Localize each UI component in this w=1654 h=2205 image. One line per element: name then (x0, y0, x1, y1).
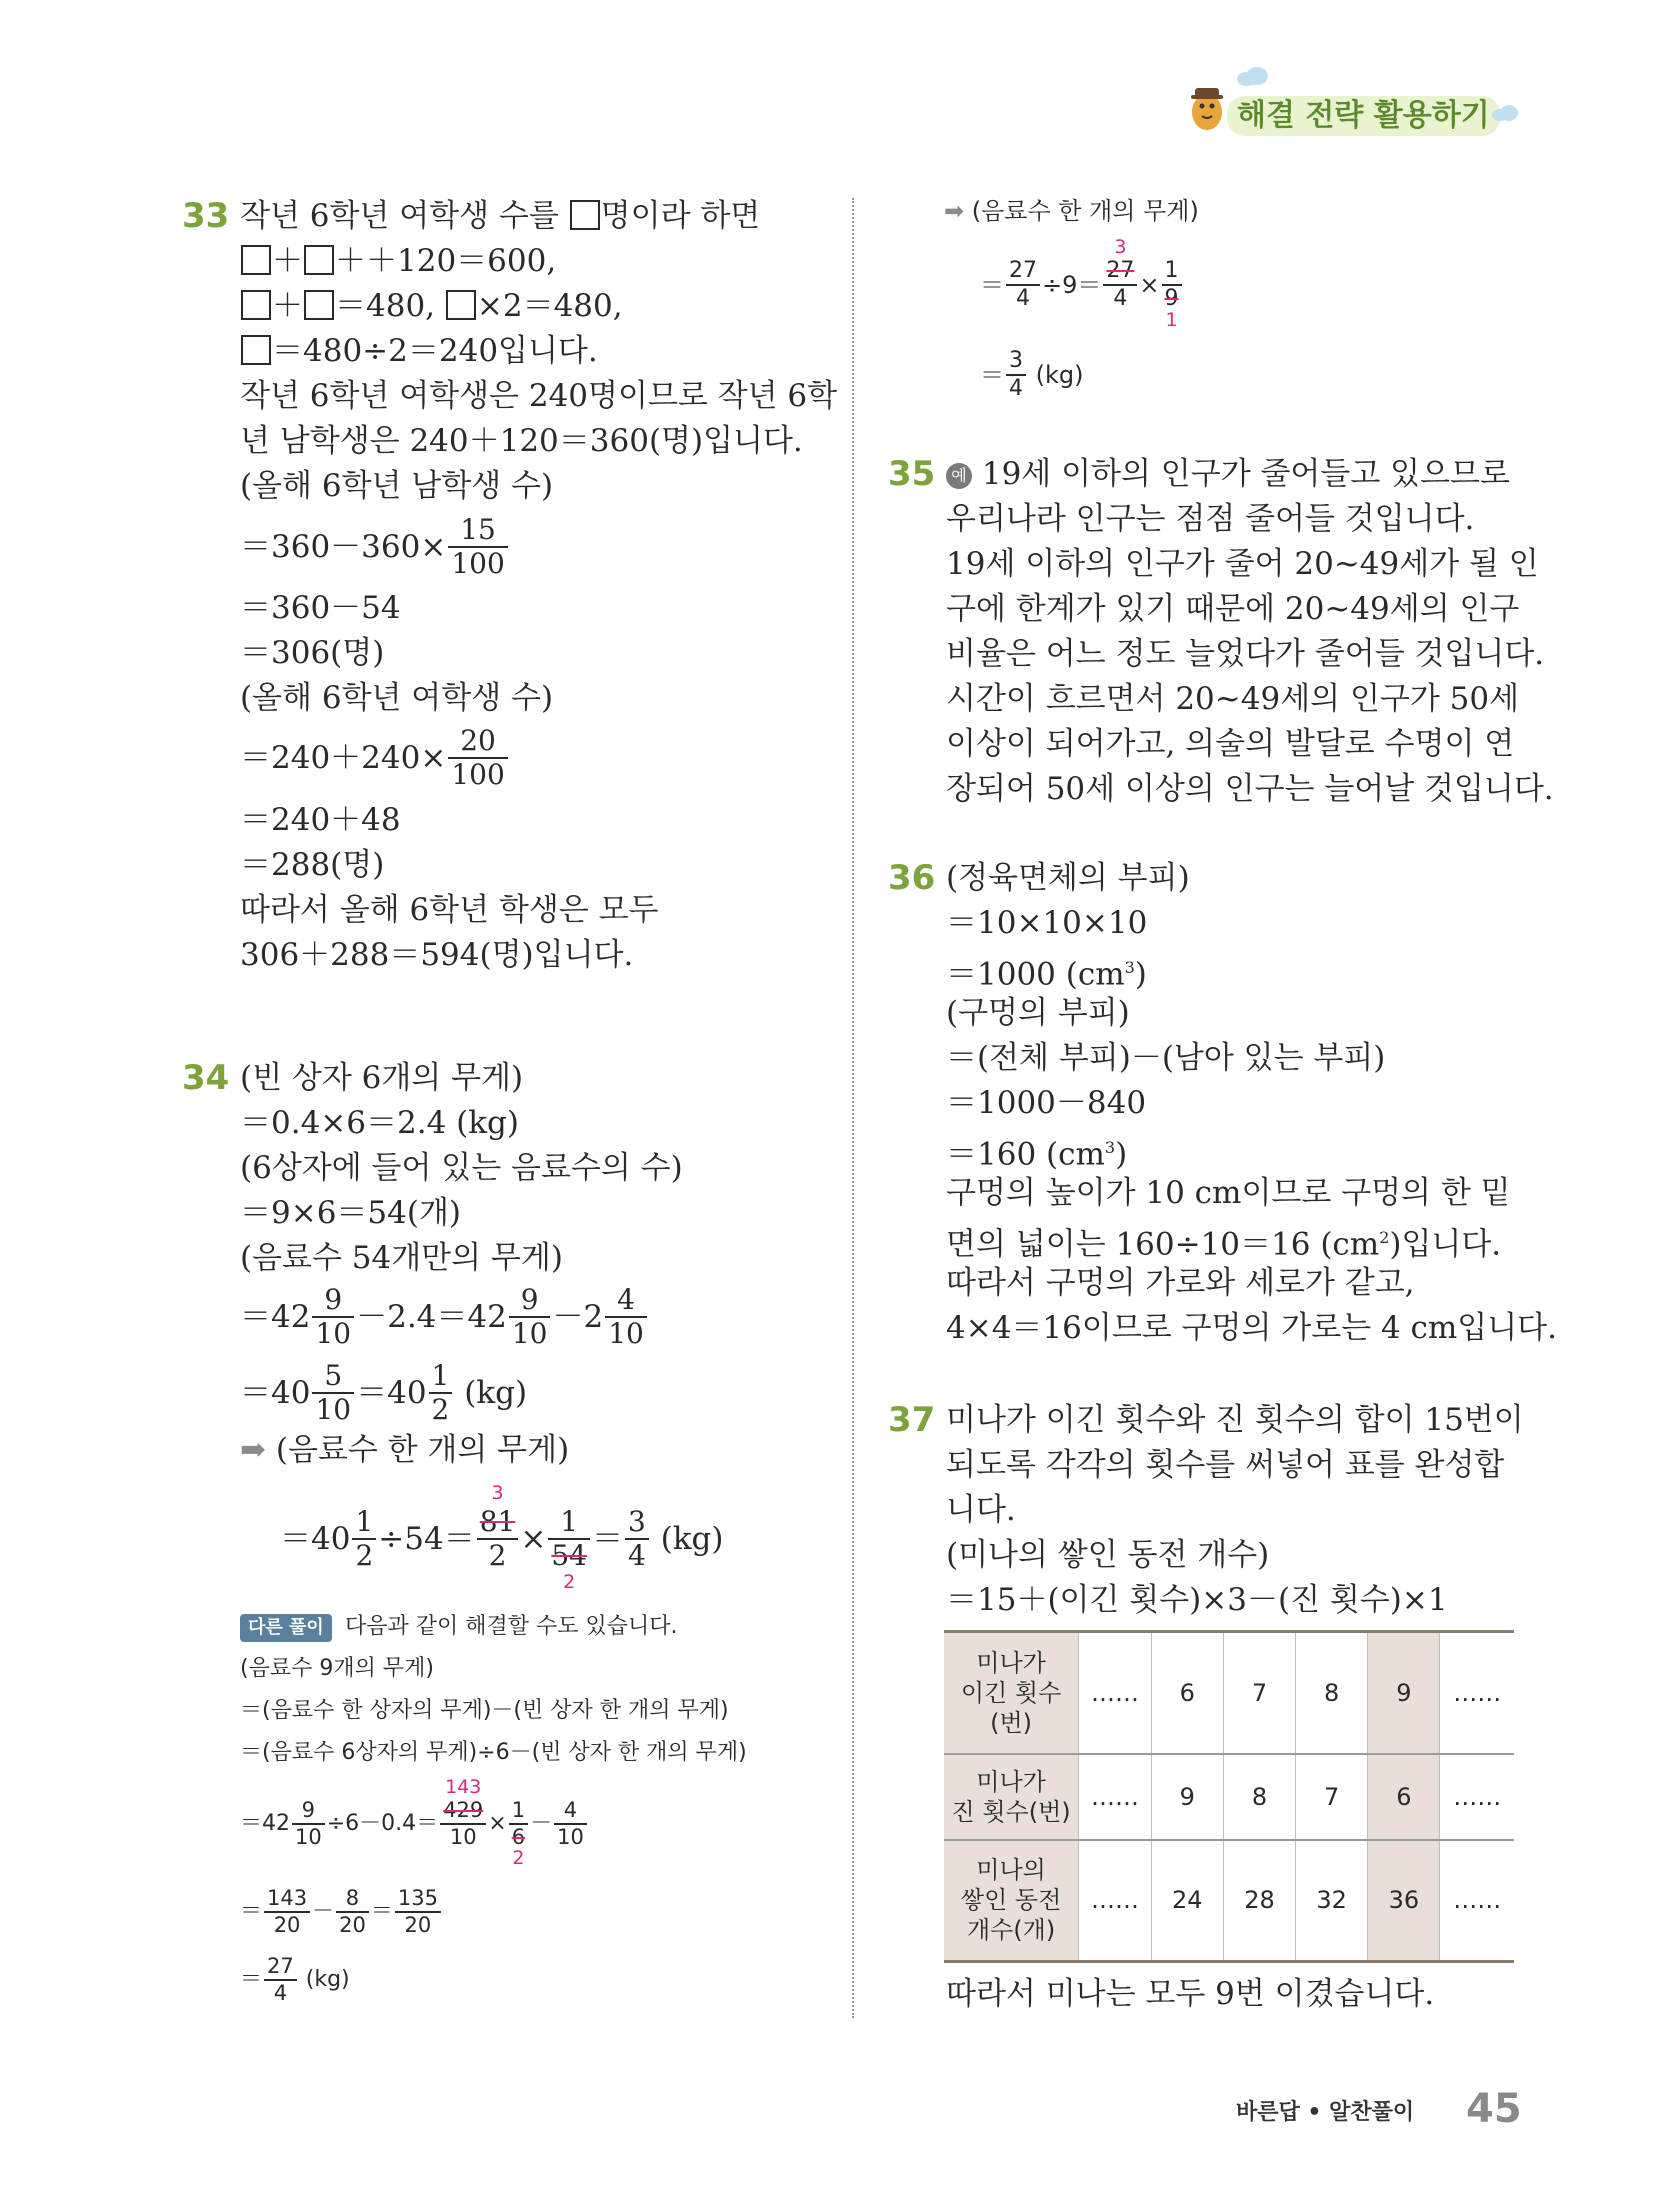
fraction-denominator: 10 (608, 1316, 644, 1350)
table-cell: …… (1440, 1840, 1514, 1962)
s33-line-4 (240, 333, 598, 369)
fraction-denominator: 4 (1016, 286, 1030, 311)
s37-line-3: 니다. (946, 1492, 1016, 1528)
fraction (1162, 258, 1182, 331)
row-header-text: 미나가 (976, 1767, 1046, 1796)
footer-label: 바른답 • 알찬풀이 (1236, 2100, 1415, 2125)
fraction-denominator: 2 (355, 1538, 374, 1572)
s34-line-1: (빈 상자 6개의 무게) (240, 1060, 524, 1096)
s37-line-4: (미나의 쌓인 동전 개수) (946, 1537, 1270, 1573)
table-cell: 7 (1223, 1632, 1295, 1754)
cancel-result: 3 (1114, 236, 1127, 258)
fraction-denominator: 6 (511, 1825, 526, 1849)
table-row (944, 1632, 1514, 1754)
cancel-result: 2 (563, 1570, 576, 1593)
fraction-numerator: 1 (509, 1800, 528, 1825)
fraction (605, 1282, 647, 1350)
fraction (1006, 350, 1026, 400)
s34-text: ＝42 (240, 1298, 311, 1335)
s33-line-11: (올해 6학년 여학생 수) (240, 680, 554, 716)
fraction-denominator: 10 (449, 1825, 477, 1849)
s36-text: )입니다. (1389, 1226, 1502, 1263)
s33-line-14: ＝288(명) (240, 847, 385, 883)
alt-text: ＝ (240, 1967, 263, 1992)
cancel-result: 143 (445, 1776, 482, 1798)
table-cell: 8 (1296, 1632, 1368, 1754)
header-badge (1175, 60, 1520, 140)
fraction-denominator: 54 (551, 1538, 587, 1572)
cancel-result: 3 (491, 1481, 504, 1504)
header-title: 해결 전략 활용하기 (1227, 96, 1500, 136)
s33-line-2: ＋ ＋＋120＝600, (240, 243, 556, 279)
fraction-numerator: 1 (429, 1362, 453, 1394)
fraction-denominator: 20 (404, 1913, 432, 1937)
s36-text: ) (1134, 956, 1147, 993)
result-table (944, 1630, 1514, 1963)
row-header-text: 진 횟수(번) (951, 1797, 1071, 1826)
s34-text: ＝40 (280, 1520, 351, 1557)
fraction-numerator: 5 (312, 1362, 354, 1394)
alt-solution-intro: 다음과 같이 해결할 수도 있습니다. (345, 1614, 678, 1639)
s34-text: ÷54＝ (378, 1520, 475, 1557)
fraction-denominator: 100 (451, 757, 505, 791)
fraction (625, 1504, 649, 1572)
table-cell: 32 (1296, 1840, 1368, 1962)
table-cell: …… (1079, 1632, 1152, 1754)
fraction-denominator: 10 (557, 1825, 584, 1849)
fraction-denominator: 9 (1164, 286, 1179, 311)
s33-line-12 (240, 725, 510, 789)
fraction-denominator: 2 (488, 1538, 507, 1572)
s36-line-7 (946, 1130, 1127, 1172)
problem-number-37: 37 (888, 1400, 936, 1440)
superscript: 3 (1124, 958, 1135, 977)
mascot-icon (1185, 78, 1229, 134)
fraction-numerator: 429 (440, 1800, 486, 1825)
table-cell-highlight: 6 (1368, 1754, 1440, 1840)
fraction-denominator: 4 (627, 1538, 646, 1572)
s33-text: ＝480÷2＝240입니다. (272, 333, 598, 369)
fraction (292, 1800, 325, 1848)
fraction (264, 1888, 310, 1936)
fraction (312, 1282, 354, 1350)
fraction-numerator: 1 (1162, 260, 1182, 286)
alt-text: ÷6－0.4＝ (326, 1811, 439, 1836)
fraction-denominator: 4 (1113, 286, 1128, 311)
s36-line-9 (946, 1220, 1501, 1262)
fraction (509, 1282, 551, 1350)
arrow-right-icon: ➡ (240, 1432, 266, 1468)
s36-line-6: ＝1000－840 (946, 1085, 1147, 1121)
table-cell-highlight: 36 (1368, 1840, 1440, 1962)
s36-text: 면의 넓이는 160÷10＝16 (cm (946, 1226, 1380, 1263)
superscript: 3 (1104, 1138, 1116, 1157)
fraction-numerator: 4 (605, 1286, 647, 1318)
alt-text: － (312, 1899, 335, 1924)
s34-line-2: ＝0.4×6＝2.4 (kg) (240, 1105, 519, 1141)
cloud-icon-small (1491, 104, 1519, 122)
fraction-numerator: 15 (448, 516, 507, 548)
fraction-numerator: 81 (477, 1508, 519, 1540)
table-cell: …… (1079, 1840, 1152, 1962)
row-header-text: 이긴 횟수 (960, 1678, 1062, 1707)
fraction (264, 1956, 297, 2004)
fraction-denominator: 100 (451, 546, 505, 580)
row-header (944, 1840, 1079, 1962)
s33-text: ×2＝480, (476, 288, 623, 324)
s36-line-10: 따라서 구멍의 가로와 세로가 같고, (946, 1265, 1415, 1301)
s35-line-8: 장되어 50세 이상의 인구는 늘어날 것입니다. (946, 771, 1554, 807)
s34-line-5: (음료수 54개만의 무게) (240, 1240, 563, 1276)
table-cell: …… (1440, 1632, 1514, 1754)
fraction-numerator: 9 (312, 1286, 354, 1318)
s35-line-1 (946, 456, 1510, 492)
fraction-denominator: 4 (1009, 376, 1023, 401)
alt-line-3: ＝(음료수 6상자의 무게)÷6－(빈 상자 한 개의 무게) (240, 1740, 747, 1765)
table-row (944, 1754, 1514, 1840)
s36-text: ) (1115, 1136, 1128, 1173)
s34c-text: × (1139, 271, 1160, 299)
s34-line-3: (6상자에 들어 있는 음료수의 수) (240, 1150, 683, 1186)
row-header (944, 1632, 1079, 1754)
s33-text: ＝480, (335, 288, 436, 324)
s37-line-2: 되도록 각각의 횟수를 써넣어 표를 완성합 (946, 1447, 1505, 1483)
fraction (477, 1481, 519, 1572)
s34c-line-3 (980, 344, 1084, 405)
s34c-text: (kg) (1035, 361, 1084, 389)
s35-line-5: 비율은 어느 정도 늘었다가 줄어들 것입니다. (946, 636, 1545, 672)
fraction-numerator: 1 (352, 1508, 376, 1540)
fraction-numerator: 3 (625, 1508, 649, 1540)
s34-text: －2 (552, 1298, 604, 1335)
alt-solution-badge: 다른 풀이 (240, 1614, 332, 1642)
s36-line-11: 4×4＝16이므로 구멍의 가로는 4 cm입니다. (946, 1310, 1557, 1346)
s35-line-4: 구에 한계가 있기 때문에 20~49세의 인구 (946, 591, 1520, 627)
fraction-numerator: 9 (292, 1800, 325, 1825)
cloud-icon (1235, 66, 1271, 86)
fraction (312, 1358, 354, 1426)
table-row (944, 1840, 1514, 1962)
alt-text: (kg) (305, 1967, 350, 1992)
s34-text: －2.4＝42 (356, 1298, 507, 1335)
s33-line-15: 따라서 올해 6학년 학생은 모두 (240, 892, 659, 928)
s34-line-7 (240, 1360, 527, 1424)
fraction-denominator: 4 (273, 1981, 288, 2005)
s34-text: ＝40 (240, 1374, 311, 1411)
s37-conclusion: 따라서 미나는 모두 9번 이겼습니다. (946, 1976, 1435, 2012)
s33-text: 명이라 하면 (600, 198, 761, 234)
table-cell: 28 (1223, 1840, 1295, 1962)
fraction-numerator: 143 (264, 1888, 310, 1913)
alt-text: ＝ (240, 1899, 263, 1924)
s33-line-5: 작년 6학년 여학생은 240명이므로 작년 6학 (240, 378, 838, 414)
example-badge: 예 (946, 463, 972, 489)
superscript: 2 (1379, 1228, 1390, 1247)
table-cell: 7 (1296, 1754, 1368, 1840)
s33-text: ＋120＝600, (366, 243, 557, 279)
s34-text: (kg) (660, 1520, 724, 1557)
fraction-denominator: 20 (339, 1913, 366, 1937)
cancel-result: 2 (512, 1847, 525, 1869)
fraction-numerator: 4 (554, 1800, 587, 1825)
table-cell: 9 (1151, 1754, 1223, 1840)
s33-text: 작년 6학년 여학생 수를 (240, 198, 559, 234)
s34c-line-1 (944, 196, 1199, 226)
row-header-text: 개수(개) (966, 1916, 1056, 1945)
fraction-numerator: 27 (264, 1956, 297, 1981)
fraction-denominator: 10 (315, 1392, 352, 1426)
fraction (352, 1504, 376, 1572)
table-cell: 24 (1151, 1840, 1223, 1962)
blank-box (304, 245, 334, 275)
s34-text: ＝ (591, 1520, 623, 1557)
fraction-numerator: 3 (1006, 350, 1026, 376)
fraction-numerator: 20 (448, 727, 507, 759)
problem-number-36: 36 (888, 858, 936, 898)
s35-line-2: 우리나라 인구는 점점 줄어들 것입니다. (946, 501, 1475, 537)
s35-line-7: 이상이 되어가고, 의술의 발달로 수명이 연 (946, 726, 1515, 762)
s37-line-5: ＝15＋(이긴 횟수)×3－(진 횟수)×1 (946, 1582, 1448, 1618)
fraction-numerator: 8 (336, 1888, 369, 1913)
problem-number-35: 35 (888, 454, 936, 494)
fraction-denominator: 10 (315, 1316, 352, 1350)
s34-line-9 (280, 1481, 724, 1593)
blank-box (241, 335, 271, 365)
s36-line-2: ＝10×10×10 (946, 905, 1148, 941)
row-header-text: 쌓인 동전 (960, 1886, 1062, 1915)
s33-line-10: ＝306(명) (240, 635, 385, 671)
s34-text: × (520, 1520, 547, 1557)
s36-text: ＝160 (cm (946, 1136, 1105, 1173)
row-header-text: 미나가 (976, 1648, 1046, 1677)
s34c-text: ÷9＝ (1042, 271, 1102, 299)
s34-line-6 (240, 1284, 649, 1348)
fraction-denominator: 10 (295, 1825, 322, 1849)
fraction (336, 1888, 369, 1936)
fraction (509, 1798, 528, 1869)
alt-line-6 (240, 1952, 350, 2008)
s33-text: ＝360－360× (240, 528, 447, 565)
s33-line-6: 년 남학생은 240＋120＝360(명)입니다. (240, 423, 803, 459)
fraction (395, 1888, 441, 1936)
fraction (1103, 236, 1137, 311)
fraction-denominator: 10 (511, 1316, 548, 1350)
alt-text: － (530, 1811, 553, 1836)
s34c-text: ＝ (980, 361, 1004, 389)
s35-text: 19세 이하의 인구가 줄어들고 있으므로 (981, 456, 1510, 492)
alt-text: × (488, 1811, 507, 1836)
fraction (548, 1504, 590, 1593)
s33-line-3: ＋ ＝480, ×2＝480, (240, 288, 623, 324)
s34c-text: ＝ (980, 271, 1004, 299)
problem-number-33: 33 (182, 196, 230, 236)
s34c-line-2 (980, 236, 1184, 331)
s36-line-1: (정육면체의 부피) (946, 860, 1190, 896)
fraction (554, 1800, 587, 1848)
blank-box (570, 200, 600, 230)
s34-text: (kg) (464, 1374, 528, 1411)
row-header (944, 1754, 1079, 1840)
s36-line-8: 구멍의 높이가 10 cm이므로 구멍의 한 밑 (946, 1175, 1511, 1211)
fraction-numerator: 27 (1103, 260, 1137, 286)
s34-text: ＝40 (356, 1374, 427, 1411)
s33-line-16: 306＋288＝594(명)입니다. (240, 937, 634, 973)
fraction (440, 1776, 486, 1849)
fraction-numerator: 135 (395, 1888, 441, 1913)
alt-line-5 (240, 1884, 443, 1940)
page-number: 45 (1466, 2086, 1522, 2132)
s36-line-5: ＝(전체 부피)－(남아 있는 부피) (946, 1040, 1386, 1076)
table-cell: …… (1079, 1754, 1152, 1840)
table-cell-highlight: 9 (1368, 1632, 1440, 1754)
s36-line-3 (946, 950, 1147, 992)
blank-box (446, 290, 476, 320)
row-header-text: (번) (990, 1708, 1033, 1737)
table-cell: 6 (1151, 1632, 1223, 1754)
blank-box (304, 290, 334, 320)
s33-line-1 (240, 198, 760, 234)
fraction-numerator: 9 (509, 1286, 551, 1318)
s34-text: (음료수 한 개의 무게) (275, 1432, 570, 1468)
s37-line-1: 미나가 이긴 횟수와 진 횟수의 합이 15번이 (946, 1402, 1524, 1438)
s33-text: ＝240＋240× (240, 739, 447, 776)
s33-line-8 (240, 514, 510, 578)
s35-line-3: 19세 이하의 인구가 줄어 20~49세가 될 인 (946, 546, 1539, 582)
alt-text: ＝42 (240, 1811, 290, 1836)
table-cell: …… (1440, 1754, 1514, 1840)
table-cell: 8 (1223, 1754, 1295, 1840)
fraction-numerator: 27 (1006, 260, 1040, 286)
s36-line-4: (구멍의 부피) (946, 995, 1130, 1031)
alt-line-1: (음료수 9개의 무게) (240, 1656, 434, 1681)
s33-line-7: (올해 6학년 남학생 수) (240, 468, 554, 504)
column-divider (852, 198, 854, 2018)
s34-line-4: ＝9×6＝54(개) (240, 1195, 462, 1231)
s33-line-13: ＝240＋48 (240, 802, 401, 838)
fraction-numerator: 1 (548, 1508, 590, 1540)
arrow-right-icon: ➡ (944, 197, 965, 225)
fraction (448, 512, 507, 580)
fraction (1006, 260, 1040, 310)
blank-box (241, 290, 271, 320)
alt-line-2: ＝(음료수 한 상자의 무게)－(빈 상자 한 개의 무게) (240, 1698, 729, 1723)
blank-box (241, 245, 271, 275)
s33-line-9: ＝360－54 (240, 590, 401, 626)
fraction (429, 1358, 453, 1426)
alt-line-4 (240, 1776, 589, 1869)
s34-line-8 (240, 1432, 569, 1468)
cancel-result: 1 (1165, 309, 1178, 331)
fraction-denominator: 20 (273, 1913, 301, 1937)
row-header-text: 미나의 (976, 1856, 1046, 1885)
s34c-text: (음료수 한 개의 무게) (971, 197, 1199, 225)
fraction (448, 723, 507, 791)
problem-number-34: 34 (182, 1058, 230, 1098)
fraction-denominator: 2 (431, 1392, 450, 1426)
s35-line-6: 시간이 흐르면서 20~49세의 인구가 50세 (946, 681, 1520, 717)
s36-text: ＝1000 (cm (946, 956, 1125, 993)
alt-text: ＝ (370, 1899, 393, 1924)
